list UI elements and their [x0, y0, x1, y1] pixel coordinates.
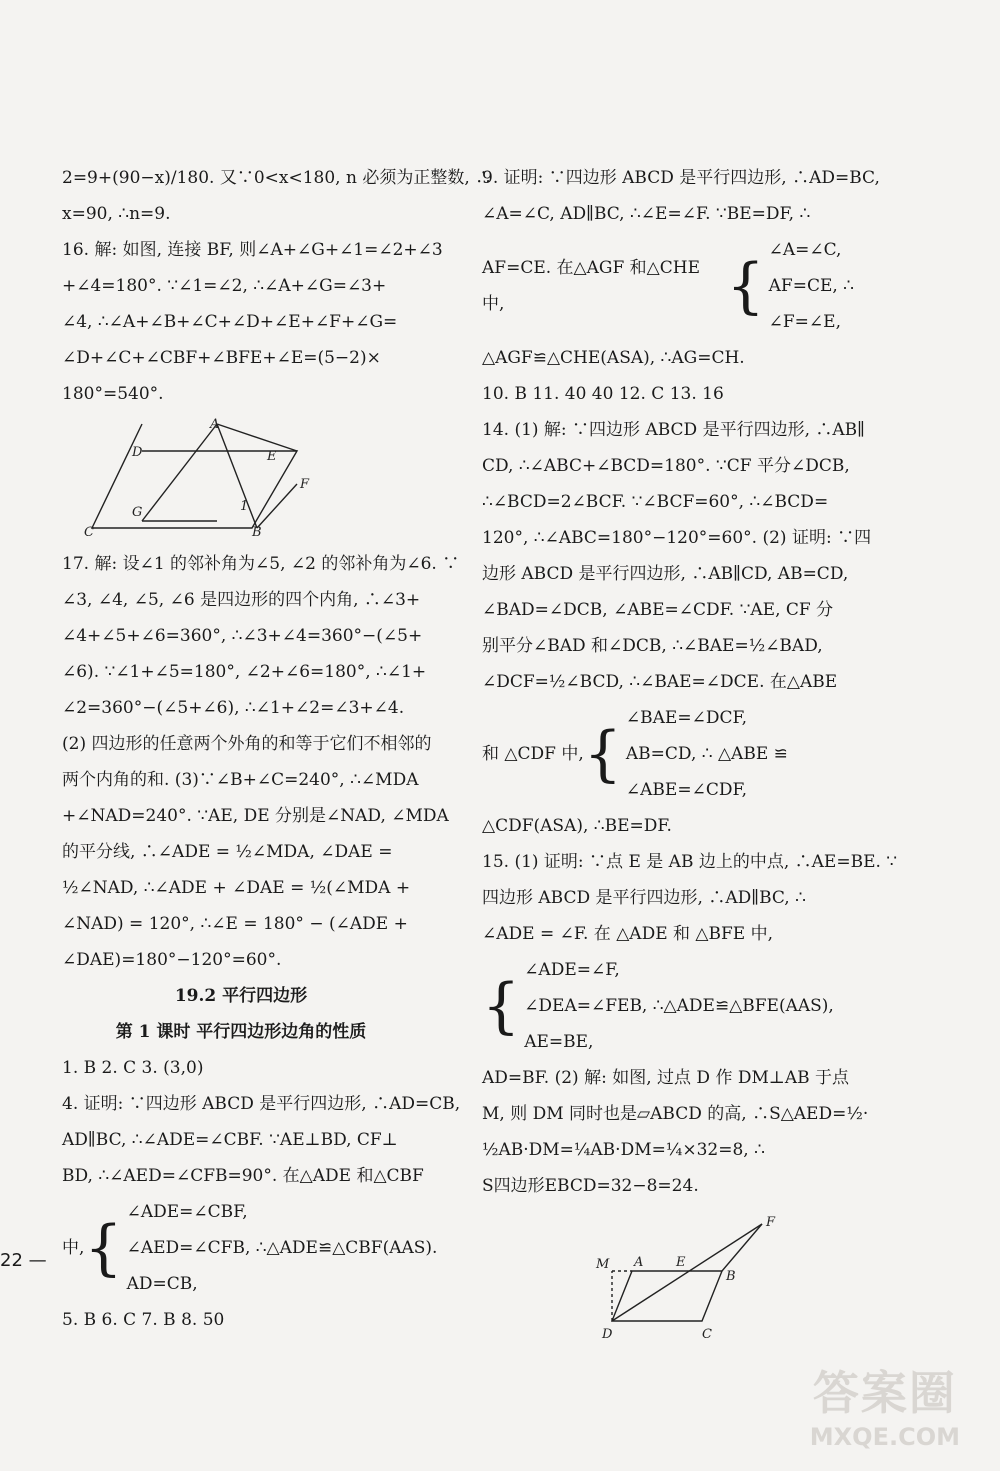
page-number: 22 —	[0, 1250, 47, 1271]
watermark-text: 答案圈	[812, 1366, 957, 1420]
system-brace	[482, 232, 854, 340]
text-line: 2=9+(90−x)/180. 又∵0<x<180, n 必须为正整数, ∴	[62, 168, 493, 188]
label-M: M	[596, 1257, 610, 1272]
text-line: ½∠NAD, ∴∠ADE + ∠DAE = ½(∠MDA +	[62, 878, 411, 898]
figure-star-quadrilateral	[62, 416, 310, 540]
system-brace	[62, 1194, 438, 1302]
brace-item: ∠ADE=∠F,	[524, 960, 620, 980]
brace-item: ∠DEA=∠FEB, ∴△ADE≌△BFE(AAS),	[524, 996, 834, 1016]
section-title: 19.2 平行四边形	[174, 986, 308, 1006]
brace-items	[127, 1194, 438, 1302]
brace-symbol: {	[84, 1213, 123, 1283]
text-line: ∠3, ∠4, ∠5, ∠6 是四边形的四个内角, ∴∠3+	[62, 590, 421, 610]
label-F: F	[300, 477, 310, 492]
brace-symbol: {	[726, 251, 765, 321]
text-line: △AGF≌△CHE(ASA), ∴AG=CH.	[482, 348, 745, 368]
label-F: F	[766, 1215, 776, 1230]
label-G: G	[132, 505, 143, 520]
label-C: C	[702, 1327, 712, 1342]
text-line: x=90, ∴n=9.	[62, 204, 171, 224]
watermark	[810, 1357, 960, 1451]
text-line: ∠ADE = ∠F. 在 △ADE 和 △BFE 中,	[482, 924, 773, 944]
brace-item: ∠BAE=∠DCF,	[625, 708, 748, 728]
text-line: 两个内角的和. (3)∵∠B+∠C=240°, ∴∠MDA	[62, 770, 419, 790]
brace-items	[626, 700, 788, 808]
text-line: 17. 解: 设∠1 的邻补角为∠5, ∠2 的邻补角为∠6. ∵	[62, 554, 460, 574]
text-line: 的平分线, ∴∠ADE = ½∠MDA, ∠DAE =	[62, 842, 393, 862]
text-line: 四边形 ABCD 是平行四边形, ∴AD∥BC, ∴	[482, 888, 806, 908]
brace-item: AE=BE,	[524, 1032, 594, 1052]
brace-item: ∠F=∠E,	[768, 312, 841, 332]
text-line: +∠4=180°. ∵∠1=∠2, ∴∠A+∠G=∠3+	[62, 276, 387, 296]
brace-item: AB=CD, ∴ △ABE ≌	[625, 744, 788, 764]
text-line: 4. 证明: ∵四边形 ABCD 是平行四边形, ∴AD=CB,	[62, 1094, 461, 1114]
text-line: 10. B 11. 40 40 12. C 13. 16	[482, 384, 724, 404]
label-A: A	[634, 1255, 644, 1270]
text-line: ∠DCF=½∠BCD, ∴∠BAE=∠DCE. 在△ABE	[482, 672, 838, 692]
label-E: E	[676, 1255, 686, 1270]
text-line: 别平分∠BAD 和∠DCB, ∴∠BAE=½∠BAD,	[482, 636, 823, 656]
text-line: S四边形EBCD=32−8=24.	[482, 1176, 699, 1196]
text-line: 16. 解: 如图, 连接 BF, 则∠A+∠G+∠1=∠2+∠3	[62, 240, 443, 260]
brace-prefix: 中,	[62, 1238, 85, 1258]
text-line: ∠4, ∴∠A+∠B+∠C+∠D+∠E+∠F+∠G=	[62, 312, 398, 332]
label-A: A	[210, 417, 220, 432]
text-line: ∠6). ∵∠1+∠5=180°, ∠2+∠6=180°, ∴∠1+	[62, 662, 427, 682]
text-line: 180°=540°.	[62, 384, 164, 404]
text-line: ∠2=360°−(∠5+∠6), ∴∠1+∠2=∠3+∠4.	[62, 698, 405, 718]
text-line: △CDF(ASA), ∴BE=DF.	[482, 816, 672, 836]
brace-item: ∠ABE=∠CDF,	[625, 780, 748, 800]
text-line: AD∥BC, ∴∠ADE=∠CBF. ∵AE⊥BD, CF⊥	[62, 1130, 398, 1150]
system-brace	[482, 700, 854, 808]
brace-items	[524, 952, 834, 1060]
left-column	[62, 160, 493, 1338]
label-1: 1	[240, 499, 249, 514]
text-line: (2) 四边形的任意两个外角的和等于它们不相邻的	[62, 734, 432, 754]
label-C: C	[84, 525, 94, 540]
label-D: D	[602, 1327, 613, 1342]
brace-symbol: {	[482, 971, 521, 1041]
text-line: 14. (1) 解: ∵四边形 ABCD 是平行四边形, ∴AB∥	[482, 420, 866, 440]
brace-item: ∠ADE=∠CBF,	[126, 1202, 248, 1222]
text-line: ∠BAD=∠DCB, ∠ABE=∠CDF. ∵AE, CF 分	[482, 600, 834, 620]
text-line: ∠NAD) = 120°, ∴∠E = 180° − (∠ADE +	[62, 914, 408, 934]
brace-item: AF=CE, ∴	[768, 276, 854, 296]
brace-symbol: {	[583, 719, 622, 789]
text-line: ½AB·DM=¼AB·DM=¼×32=8, ∴	[482, 1140, 765, 1160]
text-line: M, 则 DM 同时也是▱ABCD 的高, ∴S△AED=½·	[482, 1104, 869, 1124]
brace-prefix: 和 △CDF 中,	[482, 744, 584, 764]
figure-parallelogram	[572, 1216, 812, 1346]
text-line: ∠D+∠C+∠CBF+∠BFE+∠E=(5−2)×	[62, 348, 381, 368]
brace-item: AD=CB,	[126, 1274, 198, 1294]
text-line: BD, ∴∠AED=∠CFB=90°. 在△ADE 和△CBF	[62, 1166, 424, 1186]
text-line: AD=BF. (2) 解: 如图, 过点 D 作 DM⊥AB 于点	[482, 1068, 850, 1088]
text-line: 边形 ABCD 是平行四边形, ∴AB∥CD, AB=CD,	[482, 564, 849, 584]
label-B: B	[252, 525, 262, 540]
brace-prefix: AF=CE. 在△AGF 和△CHE 中,	[482, 258, 700, 314]
watermark-url: MXQE.COM	[809, 1423, 960, 1451]
label-D: D	[132, 445, 143, 460]
text-line: +∠NAD=240°. ∵AE, DE 分别是∠NAD, ∠MDA	[62, 806, 449, 826]
brace-item: ∠A=∠C,	[768, 240, 842, 260]
system-brace	[482, 952, 854, 1060]
label-E: E	[267, 449, 277, 464]
brace-items	[769, 232, 854, 340]
text-line: 9. 证明: ∵四边形 ABCD 是平行四边形, ∴AD=BC,	[482, 168, 880, 188]
text-line: 120°, ∴∠ABC=180°−120°=60°. (2) 证明: ∵四	[482, 528, 872, 548]
text-line: 1. B 2. C 3. (3,0)	[62, 1058, 204, 1078]
text-line: ∠4+∠5+∠6=360°, ∴∠3+∠4=360°−(∠5+	[62, 626, 423, 646]
right-column	[482, 160, 898, 1356]
lesson-title: 第 1 课时 平行四边形边角的性质	[115, 1022, 367, 1042]
brace-item: ∠AED=∠CFB, ∴△ADE≌△CBF(AAS).	[126, 1238, 438, 1258]
text-line: CD, ∴∠ABC+∠BCD=180°. ∵CF 平分∠DCB,	[482, 456, 850, 476]
label-B: B	[726, 1269, 736, 1284]
text-line: ∠DAE)=180°−120°=60°.	[62, 950, 282, 970]
text-line: 5. B 6. C 7. B 8. 50	[62, 1310, 225, 1330]
text-line: 15. (1) 证明: ∵点 E 是 AB 边上的中点, ∴AE=BE. ∵	[482, 852, 898, 872]
text-line: ∴∠BCD=2∠BCF. ∵∠BCF=60°, ∴∠BCD=	[482, 492, 829, 512]
text-line: ∠A=∠C, AD∥BC, ∴∠E=∠F. ∵BE=DF, ∴	[482, 204, 811, 224]
